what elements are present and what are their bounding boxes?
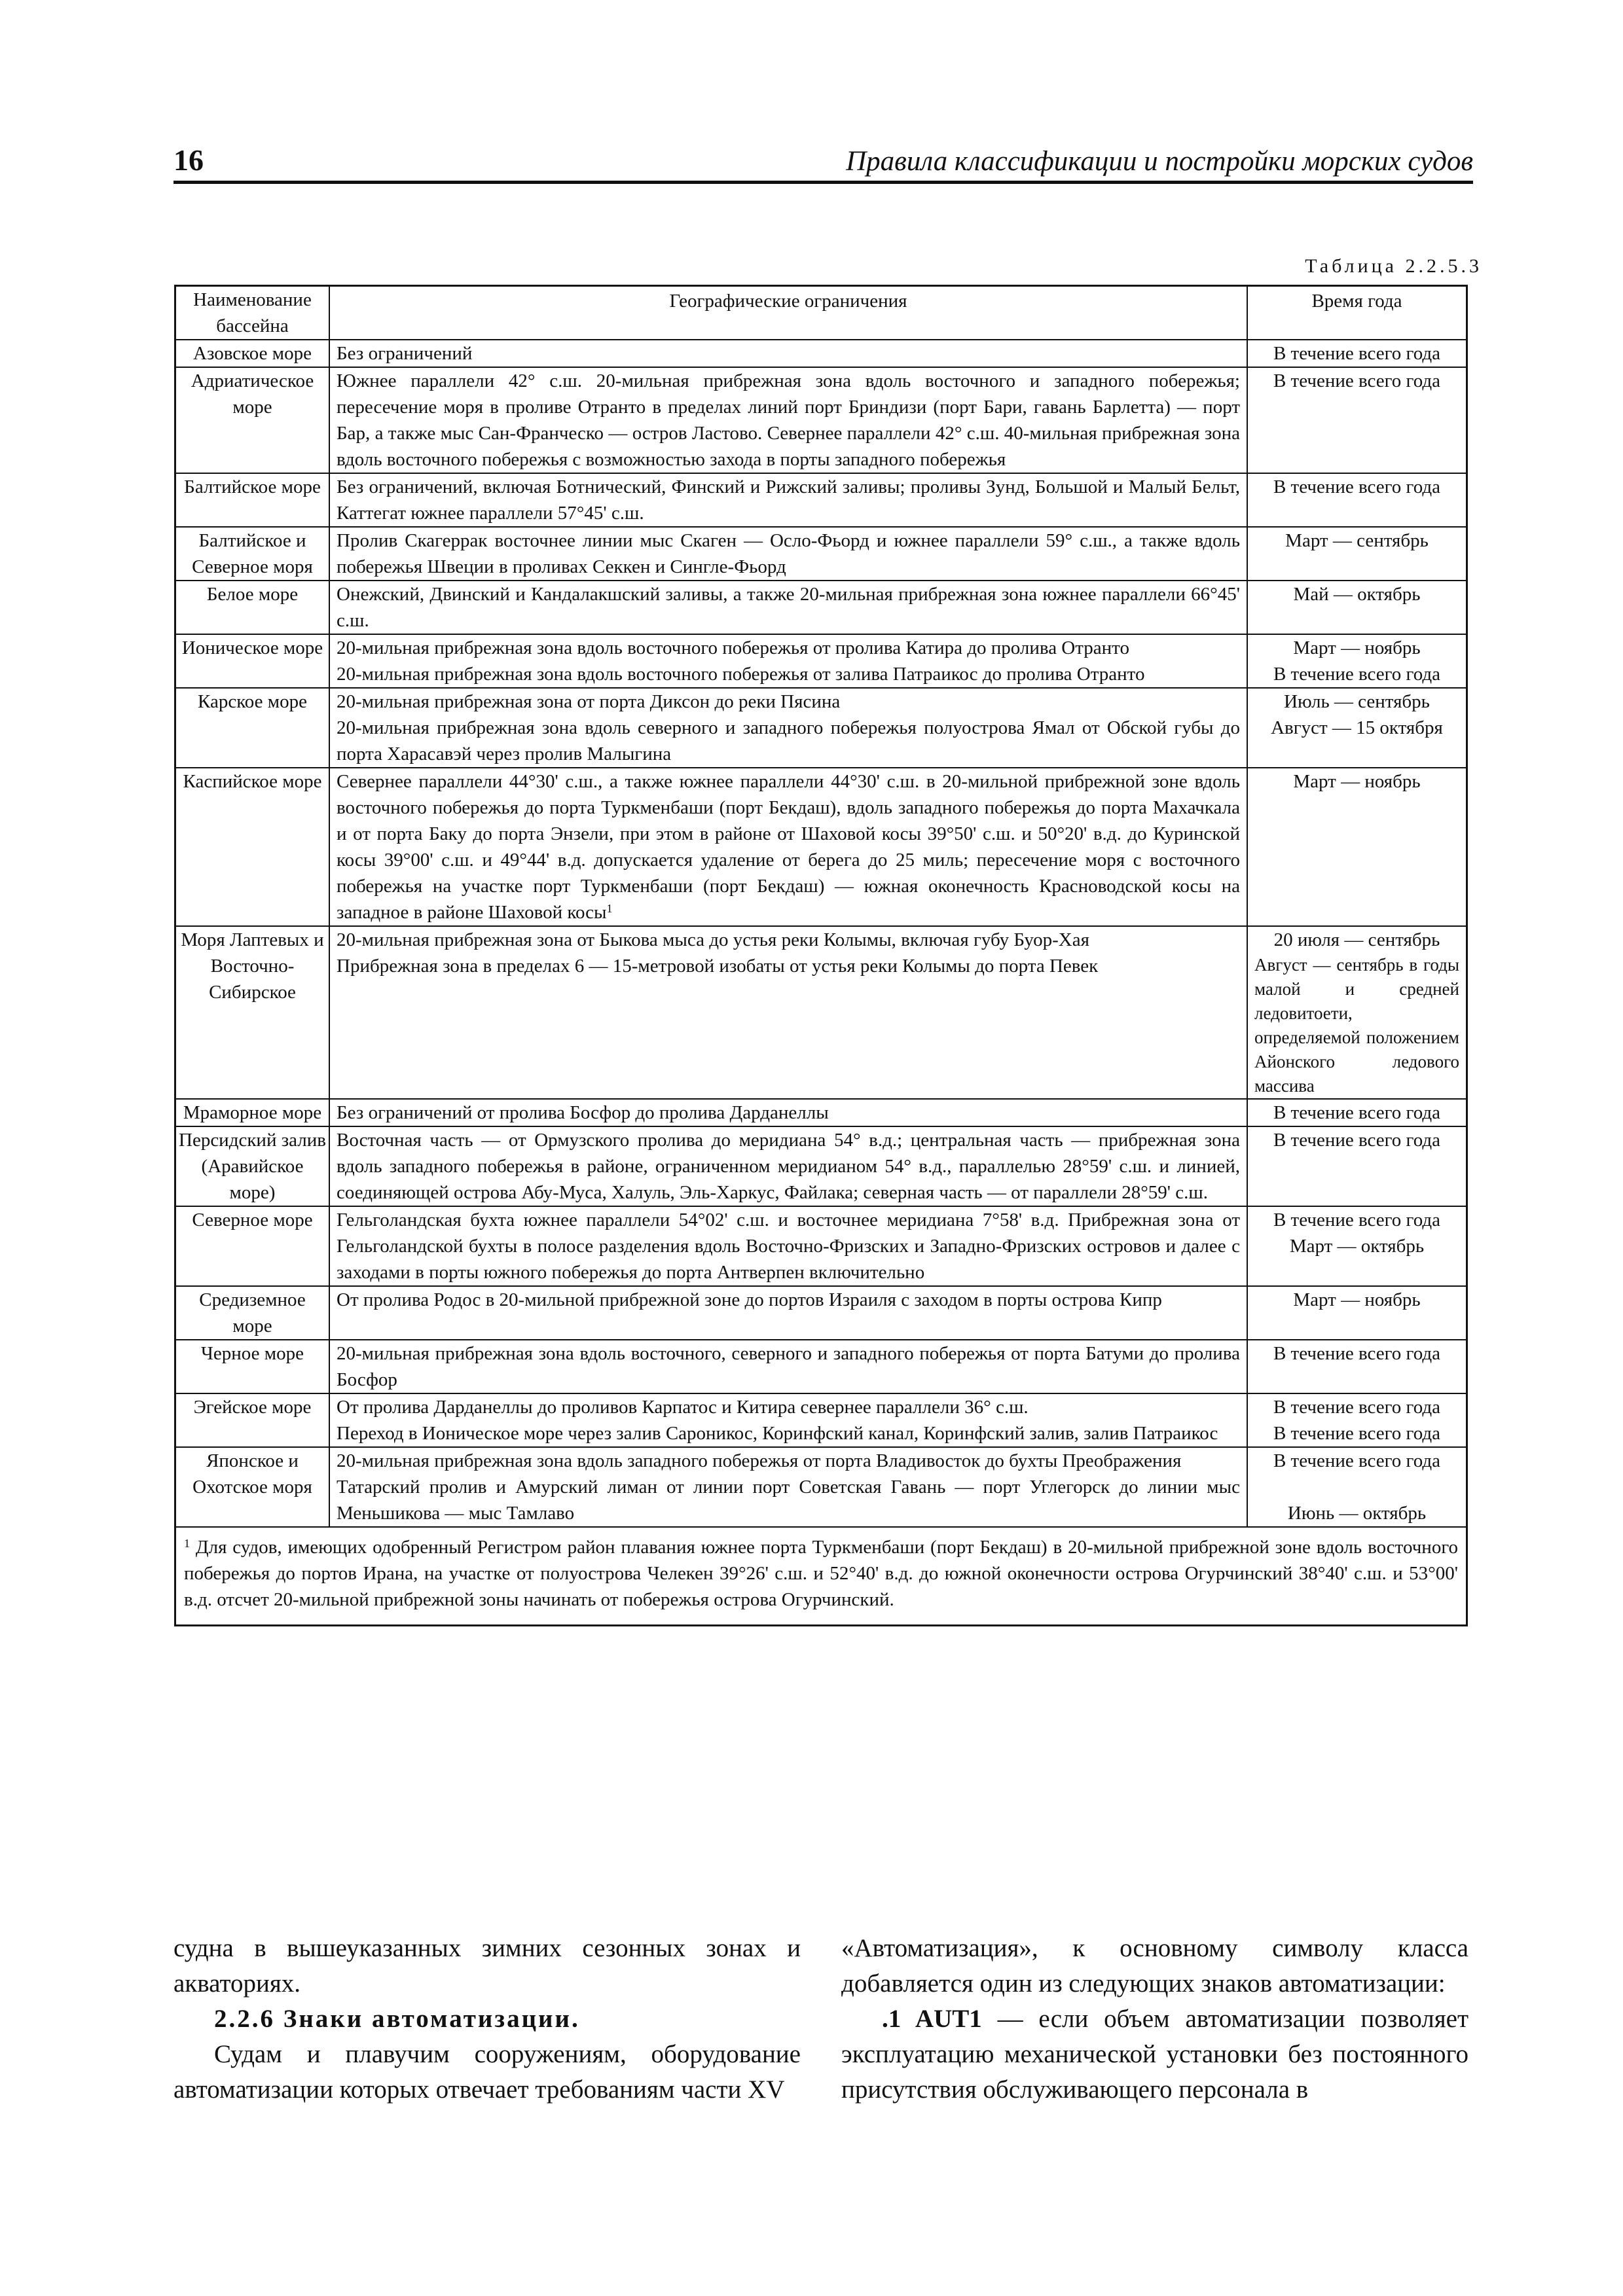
season-text: В течение всего года — [1247, 367, 1467, 473]
basin-name: Эгейское море — [175, 1393, 330, 1447]
basin-name: Средиземное море — [175, 1286, 330, 1340]
basin-name: Балтийское море — [175, 473, 330, 527]
column-header-season: Время года — [1247, 286, 1467, 340]
table-row — [175, 1206, 1467, 1286]
basin-name: Черное море — [175, 1340, 330, 1393]
restriction-text: Гельголандская бухта южнее параллели 54°02' с.ш. и восточнее меридиана 7°58' в.д. Прибрежная зона от Гельголандской бухты в полосе разделения вдоль Восточно-Фризских и Западно-Фризских островов и далее с заходами в порты южного побережья до порта Антверпен включительно — [329, 1206, 1247, 1286]
restriction-cell — [329, 1447, 1247, 1527]
section-heading: 2.2.6 Знаки автоматизации. — [214, 2005, 580, 2033]
restriction-line: Прибрежная зона в пределах 6 — 15-метровой изобаты от устья реки Колымы до порта Певек — [337, 956, 1099, 977]
basin-name: Балтийское и Северное моря — [175, 527, 330, 581]
restriction-text: Онежский, Двинский и Кандалакшский заливы, а также 20-мильная прибрежная зона южнее параллели 66°45' с.ш. — [329, 581, 1247, 634]
restriction-line: 20-мильная прибрежная зона от Быкова мыса до устья реки Колымы, включая губу Буор-Хая — [337, 929, 1089, 950]
season-line: В течение всего года — [1273, 664, 1441, 685]
column-header-basin: Наименование бассейна — [175, 286, 330, 340]
restriction-cell — [329, 688, 1247, 768]
restriction-cell — [329, 768, 1247, 926]
restriction-line: 20-мильная прибрежная зона вдоль восточного побережья от пролива Катира до пролива Отранто — [337, 637, 1129, 658]
table-footnote-row — [175, 1527, 1467, 1626]
restriction-line: Татарский пролив и Амурский лиман от линии порт Советская Гавань — порт Углегорск до линии мыс Меньшикова — мыс Тамлаво — [337, 1477, 1240, 1524]
table-row — [175, 367, 1467, 473]
body-right-column — [841, 1931, 1468, 2108]
footnote-mark: 1 — [606, 902, 613, 915]
page-header — [173, 143, 1473, 184]
table-header-row — [175, 286, 1467, 340]
season-line: Июль — сентябрь — [1284, 691, 1430, 712]
season-text: Март — ноябрь — [1247, 1286, 1467, 1340]
body-paragraph: «Автоматизация», к основному символу класса добавляется один из следующих знаков автоматизации: — [841, 1934, 1468, 1998]
basin-name: Японское и Охотское моря — [175, 1447, 330, 1527]
basin-name: Адриатическое море — [175, 367, 330, 473]
body-paragraph: Судам и плавучим сооружениям, оборудование автоматизации которых отвечает требованиям части XV — [173, 2040, 801, 2104]
table-row — [175, 634, 1467, 688]
table-row — [175, 926, 1467, 1099]
body-paragraph: судна в вышеуказанных зимних сезонных зонах и акваториях. — [173, 1934, 801, 1998]
restriction-cell — [329, 1393, 1247, 1447]
basin-name: Каспийское море — [175, 768, 330, 926]
season-line: Март — октябрь — [1289, 1236, 1425, 1257]
season-cell — [1247, 1206, 1467, 1286]
restriction-line: 20-мильная прибрежная зона вдоль западного побережья от порта Владивосток до бухты Преображения — [337, 1450, 1182, 1471]
season-cell — [1247, 926, 1467, 1099]
table-row — [175, 581, 1467, 634]
restriction-line: 20-мильная прибрежная зона вдоль северного и западного побережья полуострова Ямал от Обской губы до порта Харасавэй через пролив Малыгина — [337, 717, 1240, 764]
restriction-text: Пролив Скагеррак восточнее линии мыс Скаген — Осло-Фьорд и южнее параллели 59° с.ш., а также вдоль побережья Швеции в проливах Секкен и Сингле-Фьорд — [329, 527, 1247, 581]
restriction-text: От пролива Родос в 20-мильной прибрежной зоне до портов Израиля с заходом в порты острова Кипр — [329, 1286, 1247, 1340]
season-cell — [1247, 1393, 1467, 1447]
table-row — [175, 1286, 1467, 1340]
season-text: В течение всего года — [1247, 1340, 1467, 1393]
restriction-text: Восточная часть — от Ормузского пролива до меридиана 54° в.д.; центральная часть — прибрежная зона вдоль западного побережья в районе, ограниченном меридианом 54° в.д., параллелью 28°59' с.ш. и линией, соединяющей острова Абу-Муса, Халуль, Эль-Харкус, Файлака; северная часть — от параллели 28°59' с.ш. — [329, 1126, 1247, 1206]
season-line: В течение всего года — [1273, 1397, 1441, 1418]
season-cell — [1247, 1447, 1467, 1527]
basin-name: Ионическое море — [175, 634, 330, 688]
page-number: 16 — [173, 143, 204, 177]
basin-restrictions-table — [174, 285, 1468, 1626]
season-line: В течение всего года — [1273, 1423, 1441, 1444]
footnote-text: Для судов, имеющих одобренный Регистром район плавания южнее порта Туркменбаши (порт Бекдаш) в 20-мильной прибрежной зоне вдоль восточного побережья до портов Ирана, на участке от полуострова Челекен 39°26' с.ш. и 52°40' в.д. до южной оконечности острова Огурчинский 38°40' с.ш. и 53°00' в.д. отсчет 20-мильной прибрежной зоны начинать от побережья острова Огурчинский. — [184, 1537, 1458, 1610]
body-paragraph: — если объем автоматизации позволяет эксплуатацию механической установки без постоянного присутствия обслуживающего персонала в — [841, 2005, 1468, 2104]
season-text: Март — ноябрь — [1247, 768, 1467, 926]
footnote-mark: 1 — [184, 1537, 190, 1550]
restriction-line: От пролива Дарданеллы до проливов Карпатос и Китира севернее параллели 36° с.ш. — [337, 1397, 1029, 1418]
restriction-line: 20-мильная прибрежная зона вдоль восточного побережья от залива Патраикос до пролива Отранто — [337, 664, 1145, 685]
restriction-text: Южнее параллели 42° с.ш. 20-мильная прибрежная зона вдоль восточного и западного побережья; пересечение моря в проливе Отранто в пределах линий порт Бриндизи (порт Бари, гавань Барлетта) — порт Бар, а также мыс Сан-Франческо — остров Ластово. Севернее параллели 42° с.ш. 40-мильная прибрежная зона вдоль восточного побережья с возможностью захода в порты западного побережья — [329, 367, 1247, 473]
season-text: Май — октябрь — [1247, 581, 1467, 634]
table-row — [175, 1126, 1467, 1206]
season-line: Март — ноябрь — [1293, 637, 1421, 658]
season-cell — [1247, 688, 1467, 768]
season-line: В течение всего года — [1273, 1450, 1441, 1471]
season-text: В течение всего года — [1247, 1126, 1467, 1206]
table-row — [175, 340, 1467, 367]
table-row — [175, 527, 1467, 581]
season-line: 20 июля — сентябрь — [1273, 929, 1440, 950]
table-row — [175, 1099, 1467, 1126]
table-row — [175, 1447, 1467, 1527]
season-cell — [1247, 634, 1467, 688]
restriction-text: 20-мильная прибрежная зона вдоль восточного, северного и западного побережья от порта Батуми до пролива Босфор — [329, 1340, 1247, 1393]
season-text: В течение всего года — [1247, 473, 1467, 527]
restriction-text: Без ограничений — [329, 340, 1247, 367]
restriction-cell — [329, 634, 1247, 688]
body-left-column — [173, 1931, 801, 2108]
basin-name: Карское море — [175, 688, 330, 768]
table-footnote — [175, 1527, 1467, 1626]
season-line: Июнь — октябрь — [1287, 1503, 1427, 1524]
basin-name: Азовское море — [175, 340, 330, 367]
restriction-text: Без ограничений от пролива Босфор до пролива Дарданеллы — [329, 1099, 1247, 1126]
basin-name: Мраморное море — [175, 1099, 330, 1126]
season-line: В течение всего года — [1273, 1210, 1441, 1230]
season-text: Март — сентябрь — [1247, 527, 1467, 581]
season-line: Август — сентябрь в годы малой и средней ледовитоети, определяемой положением Айонского ледового массива — [1254, 955, 1459, 1096]
table-row — [175, 1340, 1467, 1393]
restriction-text: Без ограничений, включая Ботнический, Финский и Рижский заливы; проливы Зунд, Большой и Малый Бельт, Каттегат южнее параллели 57°45' с.ш. — [329, 473, 1247, 527]
basin-name: Белое море — [175, 581, 330, 634]
basin-name: Северное море — [175, 1206, 330, 1286]
basin-name: Персидский залив (Аравийское море) — [175, 1126, 330, 1206]
table-row — [175, 473, 1467, 527]
table-row — [175, 768, 1467, 926]
table-row — [175, 1393, 1467, 1447]
table-row — [175, 688, 1467, 768]
automation-mark-paragraph — [841, 2001, 1468, 2108]
restriction-line: Переход в Ионическое море через залив Сароникос, Коринфский канал, Коринфский залив, залив Патраикос — [337, 1423, 1218, 1444]
basin-name: Моря Лаптевых и Восточно-Сибирское — [175, 926, 330, 1099]
season-text: В течение всего года — [1247, 1099, 1467, 1126]
table-caption: Таблица 2.2.5.3 — [1305, 255, 1482, 277]
restriction-line: 20-мильная прибрежная зона от порта Диксон до реки Пясина — [337, 691, 841, 712]
aut-mark: .1 AUT1 — [882, 2005, 982, 2033]
restriction-text: Севернее параллели 44°30' с.ш., а также южнее параллели 44°30' с.ш. в 20-мильной прибрежной зоне вдоль восточного побережья до порта Туркменбаши (порт Бекдаш), вдоль западного побережья до порта Махачкала и от порта Баку до порта Энзели, при этом в районе от Шаховой косы 39°50' с.ш. и 50°20' в.д. до Куринской косы 39°00' с.ш. и 49°44' в.д. допускается удаление от берега до 25 миль; пересечение моря с восточного побережья на участке порт Туркменбаши (порт Бекдаш) — южная оконечность Красноводской косы на западное в районе Шаховой косы — [337, 771, 1240, 923]
season-line: Август — 15 октября — [1271, 717, 1443, 738]
season-text: В течение всего года — [1247, 340, 1467, 367]
column-header-restrictions: Географические ограничения — [329, 286, 1247, 340]
restriction-cell — [329, 926, 1247, 1099]
running-title: Правила классификации и постройки морских судов — [846, 146, 1473, 177]
